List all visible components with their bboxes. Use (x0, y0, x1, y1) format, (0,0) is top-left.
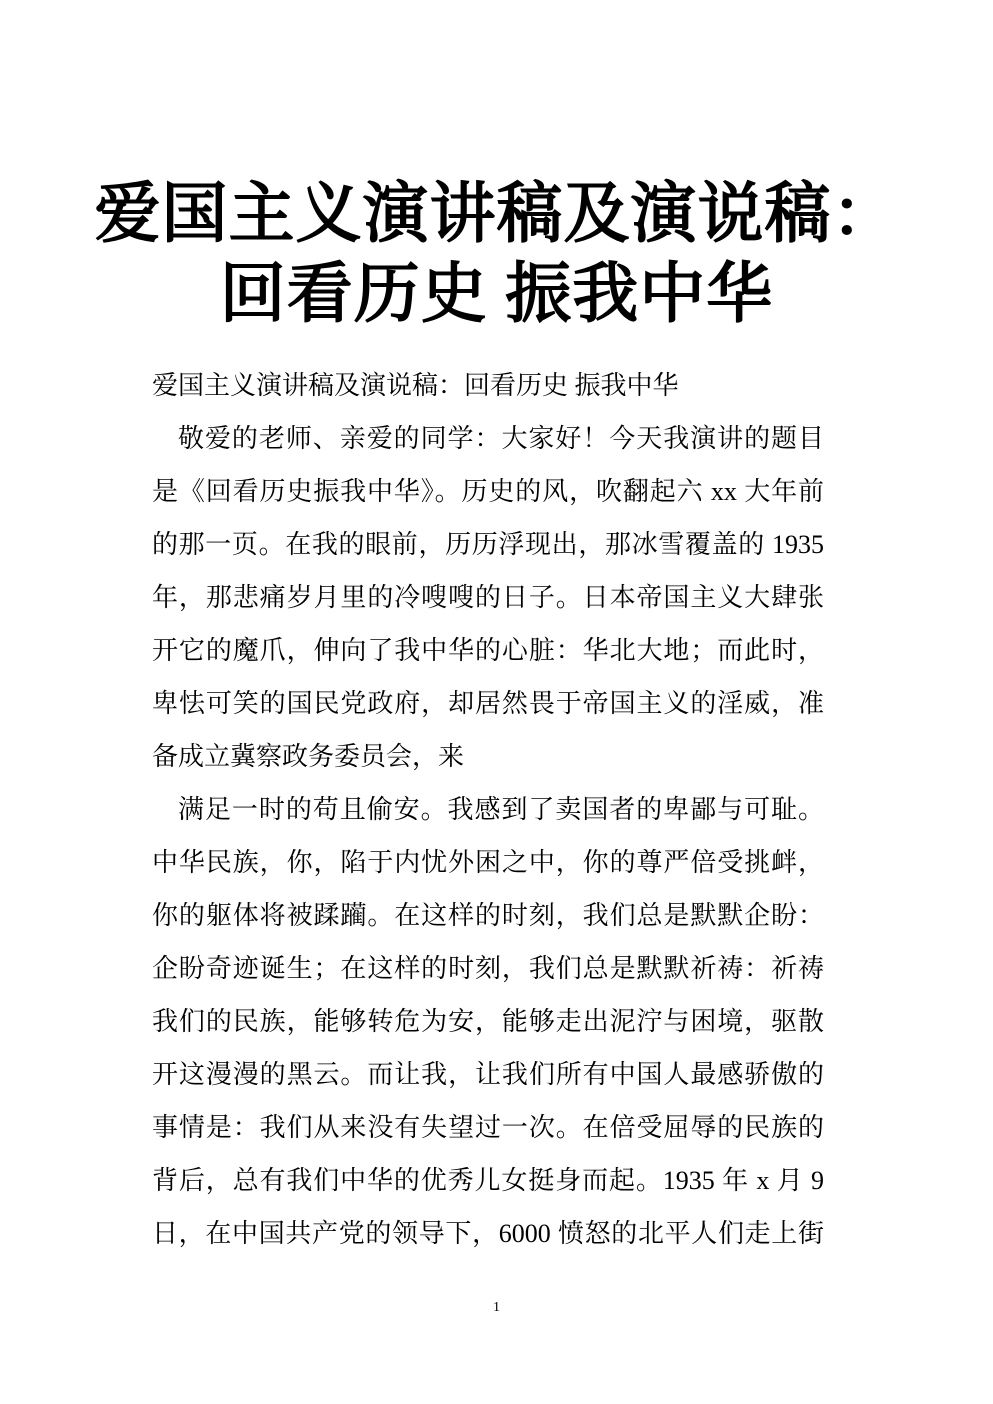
body-line: 年，那悲痛岁月里的冷嗖嗖的日子。日本帝国主义大肆张 (152, 583, 824, 612)
body-line: 我们的民族，能够转危为安，能够走出泥泞与困境，驱散 (152, 1007, 824, 1036)
body-line: 满足一时的苟且偷安。我感到了卖国者的卑鄙与可耻。 (178, 795, 824, 824)
body-line: 备成立冀察政务委员会，来 (152, 742, 465, 771)
body-line: 是《回看历史振我中华》。历史的风，吹翻起六 xx 大年前 (152, 477, 824, 506)
body-line: 敬爱的老师、亲爱的同学：大家好！今天我演讲的题目 (178, 424, 824, 453)
subtitle-line: 爱国主义演讲稿及演说稿：回看历史 振我中华 (152, 371, 679, 400)
body-line: 开这漫漫的黑云。而让我，让我们所有中国人最感骄傲的 (152, 1060, 824, 1089)
body-line: 企盼奇迹诞生；在这样的时刻，我们总是默默祈祷：祈祷 (152, 954, 824, 983)
body-line: 开它的魔爪，伸向了我中华的心脏：华北大地；而此时， (152, 636, 824, 665)
body-line: 的那一页。在我的眼前，历历浮现出，那冰雪覆盖的 1935 (152, 530, 824, 559)
body-line: 中华民族，你，陷于内忧外困之中，你的尊严倍受挑衅， (152, 848, 824, 877)
body-line: 你的躯体将被蹂躏。在这样的时刻，我们总是默默企盼： (152, 901, 824, 930)
body-line: 日，在中国共产党的领导下，6000 愤怒的北平人们走上街 (152, 1219, 824, 1248)
body-line: 背后，总有我们中华的优秀儿女挺身而起。1935 年 x 月 9 (152, 1166, 824, 1195)
body-line: 事情是：我们从来没有失望过一次。在倍受屈辱的民族的 (152, 1113, 824, 1142)
page-number: 1 (493, 1300, 500, 1315)
document-title-line-1: 爱国主义演讲稿及演说稿： (94, 178, 899, 251)
document-title-line-2: 回看历史 振我中华 (219, 258, 774, 331)
document-body (152, 366, 824, 1267)
body-line: 卑怯可笑的国民党政府，却居然畏于帝国主义的淫威，准 (152, 689, 824, 718)
